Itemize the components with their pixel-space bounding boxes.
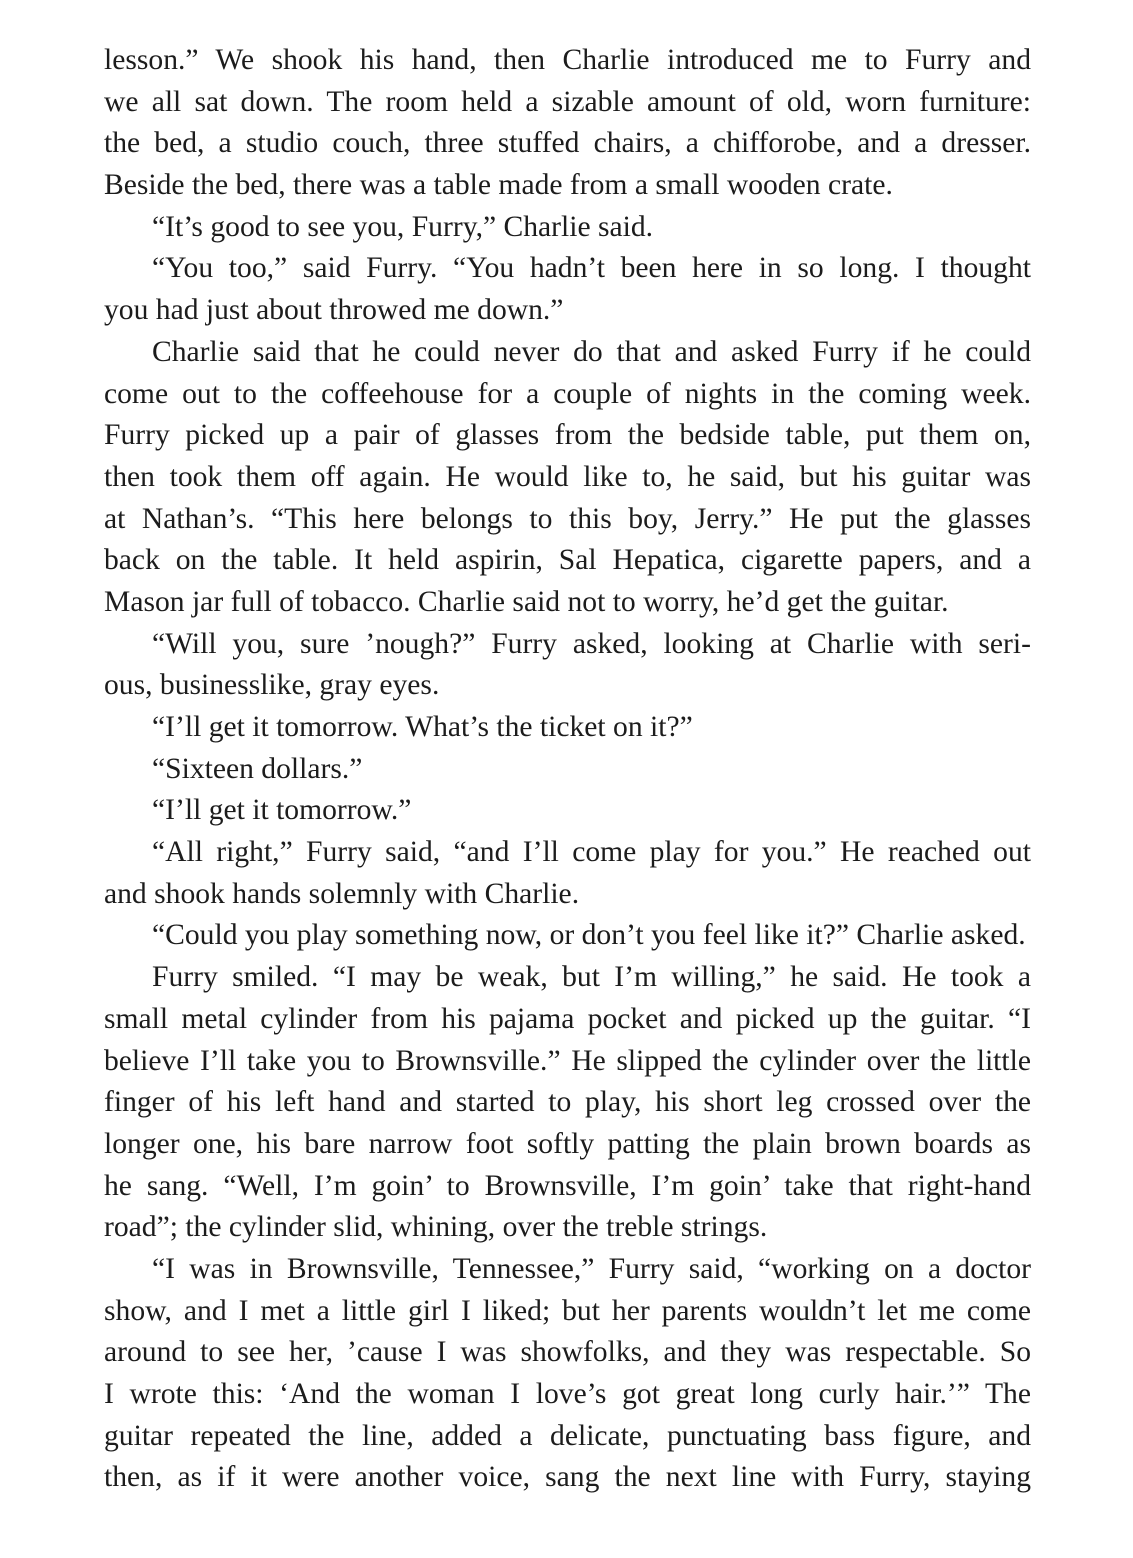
text-line: “It’s good to see you, Furry,” Charlie said.: [152, 210, 654, 243]
text-line: “Sixteen dollars.”: [152, 752, 363, 785]
text-line: Furry picked up a pair of glasses from the bedside table, put them on,: [104, 419, 1031, 452]
text-line: and shook hands solemnly with Charlie.: [104, 877, 580, 910]
text-line: around to see her, ’cause I was showfolks, and they was respectable. So: [104, 1336, 1031, 1369]
text-line: you had just about throwed me down.”: [104, 294, 564, 327]
text-line: I wrote this: ‘And the woman I love’s got great long curly hair.’” The: [104, 1378, 1031, 1410]
text-line: ous, businesslike, gray eyes.: [104, 669, 440, 702]
text-line: “Could you play something now, or don’t you feel like it?” Charlie asked.: [152, 919, 1026, 952]
text-line: Furry smiled. “I may be weak, but I’m willing,” he said. He took a: [152, 961, 1031, 994]
text-line: finger of his left hand and started to play, his short leg crossed over the: [104, 1086, 1031, 1119]
text-line: at Nathan’s. “This here belongs to this boy, Jerry.” He put the glasses: [104, 502, 1031, 535]
text-line: lesson.” We shook his hand, then Charlie introduced me to Furry and: [104, 44, 1031, 76]
text-line: then, as if it were another voice, sang the next line with Furry, staying: [104, 1461, 1031, 1494]
text-line: we all sat down. The room held a sizable amount of old, worn furniture:: [104, 85, 1031, 118]
page-body: [104, 40, 1031, 1499]
text-line: small metal cylinder from his pajama pocket and picked up the guitar. “I: [104, 1002, 1031, 1035]
text-line: show, and I met a little girl I liked; but her parents wouldn’t let me come: [104, 1294, 1031, 1327]
text-line: Mason jar full of tobacco. Charlie said not to worry, he’d get the guitar.: [104, 585, 949, 618]
text-line: Beside the bed, there was a table made from a small wooden crate.: [104, 169, 893, 202]
text-line: the bed, a studio couch, three stuffed chairs, a chifforobe, and a dresser.: [104, 127, 1031, 160]
text-line: “You too,” said Furry. “You hadn’t been here in so long. I thought: [152, 252, 1031, 285]
text-line: come out to the coffeehouse for a couple of nights in the coming week.: [104, 377, 1031, 410]
text-line: back on the table. It held aspirin, Sal Hepatica, cigarette papers, and a: [104, 544, 1031, 577]
text-line: he sang. “Well, I’m goin’ to Brownsville, I’m goin’ take that right-hand: [104, 1169, 1031, 1202]
text-line: guitar repeated the line, added a delicate, punctuating bass figure, and: [104, 1419, 1031, 1452]
text-line: Charlie said that he could never do that and asked Furry if he could: [152, 335, 1031, 368]
text-line: road”; the cylinder slid, whining, over the treble strings.: [104, 1211, 768, 1244]
text-line: “Will you, sure ’nough?” Furry asked, looking at Charlie with seri-: [152, 627, 1031, 660]
text-line: “I’ll get it tomorrow. What’s the ticket on it?”: [152, 711, 693, 743]
text-line: “I was in Brownsville, Tennessee,” Furry said, “working on a doctor: [152, 1252, 1031, 1285]
text-line: “All right,” Furry said, “and I’ll come play for you.” He reached out: [152, 836, 1031, 869]
text-line: “I’ll get it tomorrow.”: [152, 794, 412, 827]
text-line: believe I’ll take you to Brownsville.” He slipped the cylinder over the little: [104, 1044, 1031, 1077]
text-line: longer one, his bare narrow foot softly patting the plain brown boards as: [104, 1127, 1031, 1160]
text-line: then took them off again. He would like to, he said, but his guitar was: [104, 460, 1031, 493]
